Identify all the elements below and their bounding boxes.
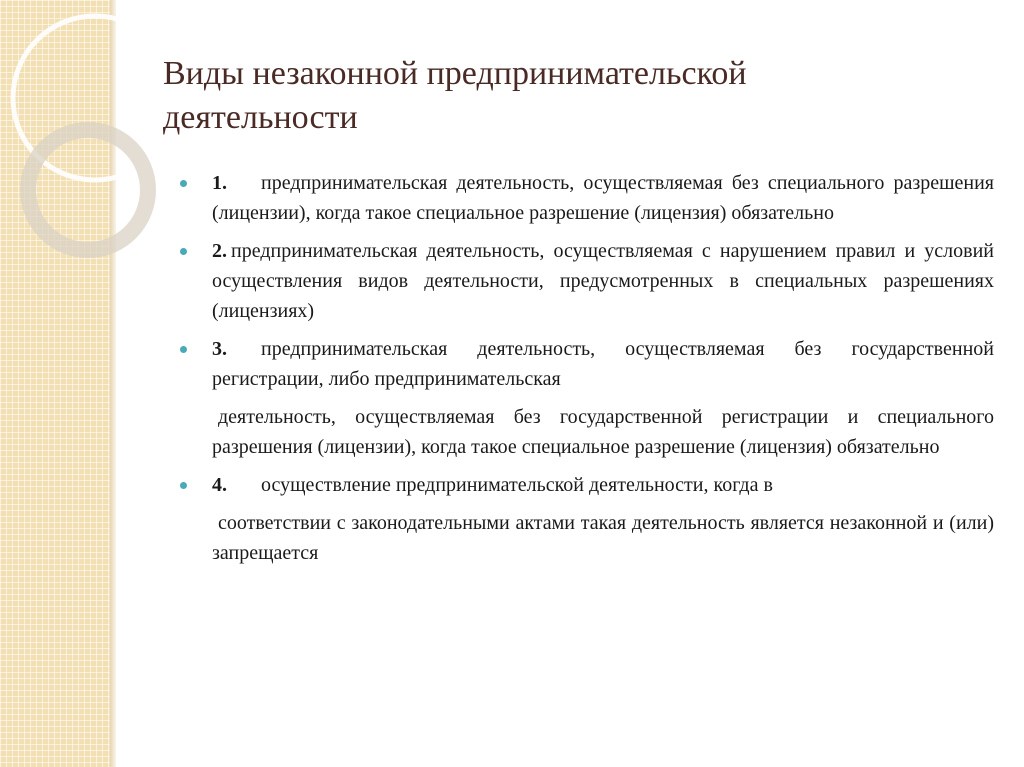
item-text: предпринимательская деятельность, осуществляемая с нарушением правил и условий осуществления видов деятельности, предусмотренных в специальных разрешениях (лицензиях) — [212, 240, 994, 322]
list-item-3 — [180, 334, 994, 394]
bullet-dot — [180, 180, 187, 187]
bullet-dot — [180, 482, 187, 489]
item-number: 1. — [212, 172, 227, 194]
item-number: 2. — [212, 240, 227, 262]
list-item-1 — [180, 168, 994, 228]
decorative-rings — [0, 0, 200, 300]
list-item-2 — [180, 236, 994, 326]
item-text: предпринимательская деятельность, осуществляемая без государственной регистрации, либо предпринимательская — [212, 338, 994, 390]
item-text: предпринимательская деятельность, осуществляемая без специального разрешения (лицензии), когда такое специальное разрешение (лицензия) обязательно — [212, 172, 994, 224]
list-item-4 — [180, 470, 994, 500]
item-number: 4. — [212, 474, 227, 496]
item-continuation-text: соответствии с законодательными актами такая деятельность является незаконной и (или) запрещается — [212, 512, 994, 564]
item-continuation-text: деятельность, осуществляемая без государственной регистрации и специального разрешения (лицензии), когда такое специальное разрешение (лицензия) обязательно — [212, 406, 994, 458]
item-number: 3. — [212, 338, 227, 360]
list-item-3-continuation — [180, 402, 994, 462]
bullet-list — [180, 168, 994, 576]
small-ring — [28, 130, 148, 250]
list-item-4-continuation — [180, 508, 994, 568]
slide-title: Виды незаконной предпринимательской деятельности — [163, 55, 747, 136]
item-text: осуществление предпринимательской деятельности, когда в — [261, 474, 773, 496]
bullet-dot — [180, 248, 187, 255]
bullet-dot — [180, 346, 187, 353]
